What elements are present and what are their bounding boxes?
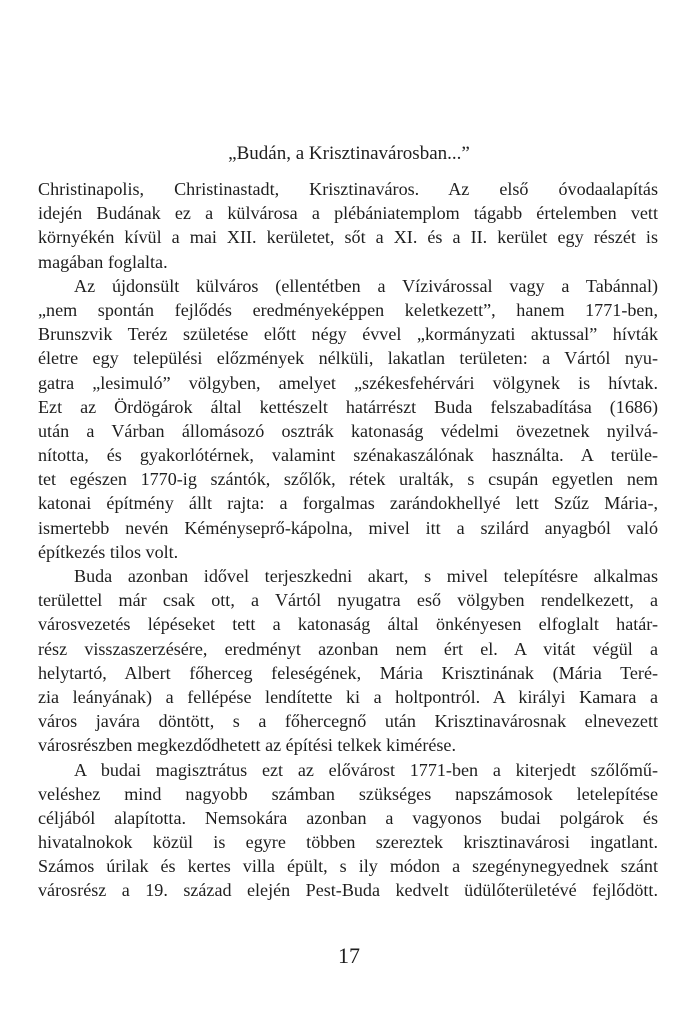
text-line: városrész a 19. század elején Pest-Buda kedvelt üdülőterületévé fejlődött. [38,880,658,901]
text-line: „nem spontán fejlődés eredményeképpen keletkezett”, hanem 1771-ben, [38,299,658,320]
text-line: Christinapolis, Christinastadt, Krisztinaváros. Az első óvodaalapítás [38,179,658,199]
text-line: magában foglalta. [38,251,168,272]
text-line: Buda azonban idővel terjeszkedni akart, s mivel telepítésre alkalmas [74,566,658,586]
text-line: A budai magisztrátus ezt az elővárost 1771-ben a kiterjedt szőlőmű- [74,759,658,780]
text-line: Ezt az Ördögárok által kettészelt határrészt Buda felszabadítása (1686) [38,396,658,417]
text-line: területtel már csak ott, a Vártól nyugatra eső völgyben rendelkezett, a [38,590,658,611]
page-number: 17 [338,943,360,968]
text-line: zia leányának) a fellépése lendítette ki a holtpontról. A királyi Kamara a [38,686,658,707]
text-line: városrészben megkezdődhetett az építési telkek kimérése. [38,735,456,756]
text-line: Számos úrilak és kertes villa épült, s ily módon a szegénynegyednek szánt [38,856,658,877]
text-line: katonai építmény állt rajta: a forgalmas zarándokhellyé lett Szűz Mária-, [38,493,658,514]
text-line: városvezetés lépéseket tett a katonaság által önkényesen elfoglalt határ- [38,614,658,635]
text-line: idején Budának ez a külvárosa a plébániatemplom tágabb értelemben vett [38,203,658,224]
text-line: nította, és gyakorlótérnek, valamint szénakaszálónak használta. A terüle- [38,445,658,466]
text-line: környékén kívül a mai XII. kerületet, sőt a XI. és a II. kerület egy részét is [38,227,658,248]
text-line: után a Várban állomásozó osztrák katonaság védelmi övezetnek nyilvá- [38,420,658,441]
text-line: céljából alapította. Nemsokára azonban a vagyonos budai polgárok és [38,807,658,828]
body-text [38,177,658,903]
text-line: veléshez mind nagyobb számban szükséges napszámosok letelepítése [38,783,658,804]
text-line: életre egy települési előzmények nélküli, lakatlan területen: a Vártól nyu- [38,348,658,369]
text-line: tet egészen 1770-ig szántók, szőlők, rétek uralták, s csupán egyetlen nem [38,469,658,490]
text-line: hivatalnokok közül is egyre többen szereztek krisztinavárosi ingatlant. [38,832,658,853]
chapter-title: „Budán, a Krisztinavárosban...” [228,143,470,164]
text-line: helytartó, Albert főherceg feleségének, Mária Krisztinának (Mária Teré- [38,662,658,683]
text-line: város javára döntött, s a főhercegnő után Krisztinavárosnak elnevezett [38,711,658,732]
text-line: építkezés tilos volt. [38,541,179,562]
text-line: gatra „lesimuló” völgyben, amelyet „székesfehérvári völgynek is hívtak. [38,372,658,393]
text-line: Az újdonsült külváros (ellentétben a Vízivárossal vagy a Tabánnal) [74,275,658,296]
text-line: Brunszvik Teréz születése előtt négy évvel „kormányzati aktussal” hívták [38,324,658,345]
text-line: ismertebb nevén Kéményseprő-kápolna, mivel itt a szilárd anyagból való [38,517,658,538]
text-line: rész visszaszerzésére, eredményt azonban nem ért el. A vitát végül a [38,638,658,659]
